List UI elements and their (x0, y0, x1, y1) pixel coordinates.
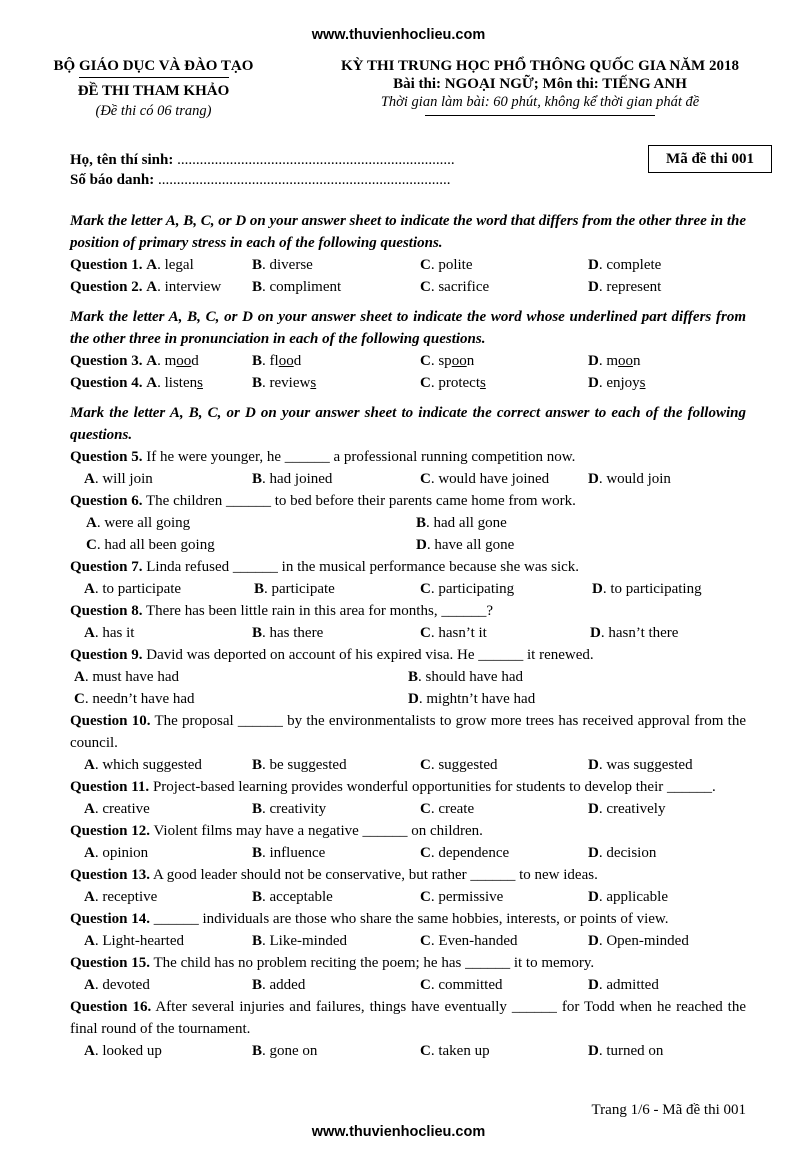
question-label: Question 6. (70, 493, 143, 509)
option-letter: D (588, 933, 599, 949)
instruction-stress: Mark the letter A, B, C, or D on your answer sheet to indicate the word that differs from the other three in the position of primary stress in each of the following questions. (70, 213, 746, 251)
question-1: Question 1. A. legal B. diverse C. polite D. complete (70, 257, 662, 273)
question-label: Question 11. (70, 779, 150, 795)
question-15 (70, 952, 746, 974)
option-c-underlined: s (480, 375, 486, 391)
option-letter: A (86, 515, 97, 531)
option-letter: A (74, 669, 85, 685)
option-b: influence (269, 845, 326, 861)
option-d: would join (606, 471, 671, 487)
option-letter: B (252, 279, 263, 295)
option-letter: C (86, 537, 97, 553)
question-label: Question 3. (70, 353, 143, 369)
option-letter: C (420, 757, 431, 773)
instruction-correct-answer: Mark the letter A, B, C, or D on your answer sheet to indicate the correct answer to each of the following questions. (70, 405, 746, 443)
option-letter: B (252, 757, 263, 773)
question-text: Violent films may have a negative ______ on children. (150, 823, 483, 839)
option-b: should have had (425, 669, 523, 685)
question-text: David was deported on account of his expired visa. He ______ it renewed. (142, 647, 594, 663)
option-letter: B (252, 801, 263, 817)
question-text: The children ______ to bed before their parents came home from work. (142, 493, 576, 509)
question-11-options: A. creative B. creativity C. create D. creatively (84, 801, 666, 817)
option-c-underlined: oo (451, 353, 467, 369)
question-3: Question 3. A. mood B. flood C. spoon D. moon (70, 353, 641, 369)
id-label: Số báo danh: (70, 172, 155, 188)
option-letter: A (84, 889, 95, 905)
exam-content (70, 210, 746, 1062)
option-a-underlined: s (197, 375, 203, 391)
option-letter: D (588, 353, 599, 369)
option-a: to participate (102, 581, 182, 597)
option-a: receptive (102, 889, 158, 905)
option-letter: A (146, 257, 158, 273)
option-letter: A (84, 1043, 95, 1059)
option-c-text: n (466, 353, 475, 369)
option-letter: C (420, 889, 431, 905)
question-9-options-2: C. needn’t have had D. mightn’t have had (74, 691, 536, 707)
option-c: Even-handed (438, 933, 518, 949)
option-a: opinion (102, 845, 149, 861)
question-label: Question 13. (70, 867, 151, 883)
option-d: complete (606, 257, 662, 273)
option-letter: D (592, 581, 603, 597)
option-letter: C (420, 581, 431, 597)
ministry-name: BỘ GIÁO DỤC VÀ ĐÀO TẠO (53, 58, 254, 74)
option-letter: B (252, 977, 263, 993)
question-label: Question 1. (70, 257, 143, 273)
question-9 (70, 644, 746, 666)
option-b-underlined: s (310, 375, 317, 391)
option-letter: C (420, 279, 431, 295)
option-b: has there (269, 625, 324, 641)
option-letter: D (408, 691, 419, 707)
option-a: devoted (102, 977, 150, 993)
question-text: The proposal ______ by the environmentalists to grow more trees has received approval from the council. (70, 713, 747, 751)
page-footer: Trang 1/6 - Mã đề thi 001 (591, 1102, 746, 1118)
option-letter: B (252, 933, 263, 949)
question-9-options-1: A. must have had B. should have had (74, 669, 523, 685)
question-14 (70, 908, 746, 930)
option-b: Like-minded (269, 933, 347, 949)
option-letter: C (420, 977, 431, 993)
option-b: had all gone (433, 515, 507, 531)
option-b-text: d (293, 353, 302, 369)
pages-note: (Đề thi có 06 trang) (95, 103, 212, 119)
option-letter: C (420, 1043, 431, 1059)
option-letter: A (84, 625, 95, 641)
question-text: Project-based learning provides wonderful opportunities for students to develop their ______. (149, 779, 716, 795)
option-b-text: fl (269, 353, 279, 369)
question-2: Question 2. A. interview B. compliment C. sacrifice D. represent (70, 279, 662, 295)
option-b: creativity (269, 801, 327, 817)
option-letter: B (252, 353, 263, 369)
question-text: ______ individuals are those who share the same hobbies, interests, or points of view. (150, 911, 669, 927)
divider (79, 77, 229, 78)
question-10 (70, 710, 746, 754)
option-letter: D (588, 257, 599, 273)
question-label: Question 4. (70, 375, 143, 391)
name-label: Họ, tên thí sinh: (70, 152, 174, 168)
question-15-options: A. devoted B. added C. committed D. admitted (84, 977, 659, 993)
option-letter: B (408, 669, 419, 685)
option-d-text: n (633, 353, 641, 369)
option-letter: A (84, 933, 95, 949)
option-a-text: m (164, 353, 177, 369)
option-b: participate (271, 581, 335, 597)
option-letter: D (590, 625, 601, 641)
option-letter: D (588, 977, 599, 993)
question-label: Question 9. (70, 647, 143, 663)
question-text: After several injuries and failures, things have eventually ______ for Todd when he reached the final round of the tournament. (70, 999, 746, 1037)
question-4: Question 4. A. listens B. reviews C. protects D. enjoys (70, 375, 646, 391)
option-d: turned on (606, 1043, 664, 1059)
option-c: taken up (438, 1043, 490, 1059)
question-label: Question 12. (70, 823, 151, 839)
option-c: create (438, 801, 475, 817)
option-a: must have had (92, 669, 179, 685)
website-footer: www.thuvienhoclieu.com (311, 1124, 486, 1140)
divider (425, 115, 655, 116)
option-letter: C (420, 257, 431, 273)
candidate-info (70, 150, 455, 190)
option-a: legal (164, 257, 194, 273)
option-letter: C (74, 691, 85, 707)
question-label: Question 5. (70, 449, 143, 465)
option-d: was suggested (606, 757, 693, 773)
option-letter: A (84, 757, 95, 773)
option-a: interview (164, 279, 222, 295)
option-letter: A (146, 353, 158, 369)
option-a-underlined: oo (176, 353, 192, 369)
option-b: compliment (269, 279, 342, 295)
option-letter: D (588, 845, 599, 861)
option-c-text: protect (438, 375, 480, 391)
question-text: There has been little rain in this area for months, ______? (142, 603, 493, 619)
question-6-options-1: A. were all going B. had all gone (86, 515, 507, 531)
option-d: applicable (606, 889, 668, 905)
question-12-options: A. opinion B. influence C. dependence D. decision (84, 845, 657, 861)
name-field: .......................................................................... (177, 152, 455, 168)
instruction-pronunciation: Mark the letter A, B, C, or D on your answer sheet to indicate the word whose underlined part differs from the other three in pronunciation in each of the following questions. (70, 309, 746, 347)
option-d: represent (606, 279, 662, 295)
question-8 (70, 600, 746, 622)
option-letter: D (588, 757, 599, 773)
option-d: to participating (610, 581, 702, 597)
question-label: Question 2. (70, 279, 143, 295)
question-label: Question 14. (70, 911, 151, 927)
question-label: Question 10. (70, 713, 151, 729)
option-d-underlined: s (639, 375, 646, 391)
option-c: hasn’t it (438, 625, 487, 641)
option-letter: A (84, 471, 95, 487)
option-letter: A (146, 375, 158, 391)
option-b: acceptable (269, 889, 333, 905)
time-note: Thời gian làm bài: 60 phút, không kể thời gian phát đề (380, 94, 700, 110)
option-c: participating (438, 581, 515, 597)
option-d-underlined: oo (618, 353, 634, 369)
option-letter: B (252, 471, 263, 487)
option-c: permissive (438, 889, 504, 905)
option-b: diverse (269, 257, 313, 273)
option-d: hasn’t there (608, 625, 679, 641)
question-5 (70, 446, 746, 468)
option-c-text: sp (438, 353, 452, 369)
question-13 (70, 864, 746, 886)
option-d-text: enjoy (606, 375, 640, 391)
option-letter: B (252, 845, 263, 861)
option-c: suggested (438, 757, 498, 773)
option-letter: C (420, 353, 431, 369)
option-b: be suggested (269, 757, 347, 773)
question-14-options: A. Light-hearted B. Like-minded C. Even-handed D. Open-minded (84, 933, 689, 949)
question-text: The child has no problem reciting the poem; he has ______ it to memory. (150, 955, 595, 971)
option-letter: D (588, 471, 599, 487)
question-label: Question 16. (70, 999, 152, 1015)
question-text: Linda refused ______ in the musical performance because she was sick. (142, 559, 580, 575)
option-letter: B (254, 581, 265, 597)
option-letter: A (84, 977, 95, 993)
exam-code-box: Mã đề thi 001 (648, 145, 772, 173)
option-c: would have joined (438, 471, 550, 487)
option-b-underlined: oo (278, 353, 294, 369)
exam-type: ĐỀ THI THAM KHẢO (77, 83, 230, 99)
option-d: creatively (606, 801, 666, 817)
question-16 (70, 996, 746, 1040)
question-13-options: A. receptive B. acceptable C. permissive D. applicable (84, 889, 668, 905)
option-c: sacrifice (438, 279, 490, 295)
option-a: creative (102, 801, 150, 817)
question-16-options: A. looked up B. gone on C. taken up D. turned on (84, 1043, 664, 1059)
option-d: admitted (606, 977, 659, 993)
website-header: www.thuvienhoclieu.com (311, 27, 486, 43)
option-c: polite (438, 257, 473, 273)
option-letter: B (252, 257, 263, 273)
exam-title: KỲ THI TRUNG HỌC PHỔ THÔNG QUỐC GIA NĂM 2018 (341, 58, 739, 74)
option-letter: B (252, 375, 263, 391)
option-b-text: review (269, 375, 311, 391)
option-b: gone on (269, 1043, 318, 1059)
option-c: had all been going (104, 537, 215, 553)
question-label: Question 15. (70, 955, 151, 971)
option-d: Open-minded (606, 933, 689, 949)
option-letter: C (420, 845, 431, 861)
option-letter: A (84, 581, 95, 597)
option-c: needn’t have had (92, 691, 195, 707)
option-letter: B (252, 625, 263, 641)
question-10-options: A. which suggested B. be suggested C. suggested D. was suggested (84, 757, 693, 773)
option-a: looked up (102, 1043, 162, 1059)
option-letter: A (146, 279, 158, 295)
option-a-text: listen (164, 375, 198, 391)
exam-subject: Bài thi: NGOẠI NGỮ; Môn thi: TIẾNG ANH (393, 76, 687, 92)
question-8-options: A. has it B. has there C. hasn’t it D. hasn’t there (84, 625, 679, 641)
question-11 (70, 776, 746, 798)
option-letter: D (588, 1043, 599, 1059)
option-letter: C (420, 375, 431, 391)
header-left (36, 57, 271, 121)
option-letter: C (420, 625, 431, 641)
option-letter: D (588, 375, 599, 391)
option-letter: D (416, 537, 427, 553)
id-field: .............................................................................. (157, 172, 451, 188)
option-letter: A (84, 845, 95, 861)
option-a-text: d (191, 353, 199, 369)
option-letter: B (252, 889, 263, 905)
option-d: decision (606, 845, 657, 861)
option-a: will join (102, 471, 153, 487)
question-7 (70, 556, 746, 578)
header-right (300, 57, 780, 116)
option-letter: D (588, 801, 599, 817)
question-6 (70, 490, 746, 512)
question-12 (70, 820, 746, 842)
option-d-text: m (606, 353, 619, 369)
option-letter: B (252, 1043, 263, 1059)
option-letter: A (84, 801, 95, 817)
question-label: Question 8. (70, 603, 143, 619)
question-5-options: A. will join B. had joined C. would have joined D. would join (84, 471, 671, 487)
option-a: were all going (104, 515, 191, 531)
question-label: Question 7. (70, 559, 143, 575)
option-d: mightn’t have had (426, 691, 536, 707)
option-b: had joined (269, 471, 333, 487)
question-text: If he were younger, he ______ a professional running competition now. (142, 449, 576, 465)
option-letter: B (416, 515, 427, 531)
option-d: have all gone (434, 537, 515, 553)
option-letter: C (420, 801, 431, 817)
option-letter: D (588, 279, 599, 295)
option-a: has it (102, 625, 135, 641)
option-letter: C (420, 933, 431, 949)
option-letter: D (588, 889, 599, 905)
question-7-options: A. to participate B. participate C. participating D. to participating (84, 581, 702, 597)
option-c: dependence (438, 845, 510, 861)
option-b: added (269, 977, 306, 993)
option-a: which suggested (102, 757, 202, 773)
question-text: A good leader should not be conservative, but rather ______ to new ideas. (150, 867, 598, 883)
option-a: Light-hearted (102, 933, 184, 949)
option-letter: C (420, 471, 431, 487)
option-c: committed (438, 977, 503, 993)
question-6-options-2: C. had all been going D. have all gone (86, 537, 515, 553)
